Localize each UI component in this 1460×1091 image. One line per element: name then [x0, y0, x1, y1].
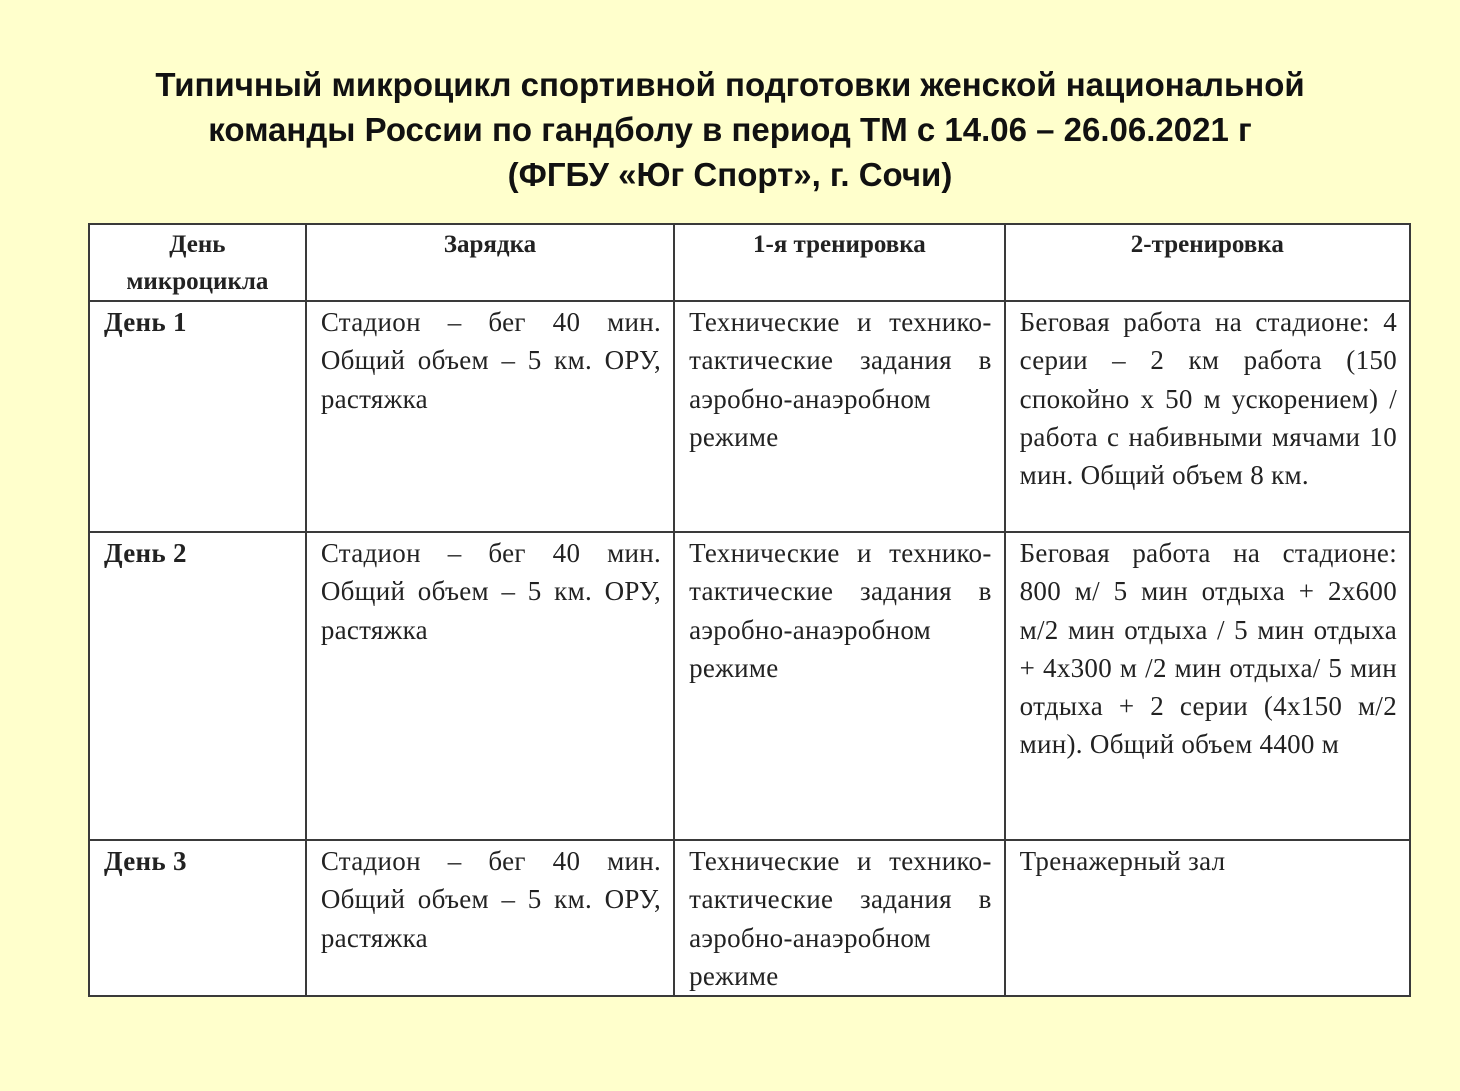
- training-2-cell: Беговая работа на стадионе: 800 м/ 5 мин отдыха + 2х600 м/2 мин отдыха / 5 мин отдыха + 4х300 м /2 мин отдыха/ 5 мин отдыха + 2 серии (4х150 м/2 мин). Общий объем 4400 м: [1005, 532, 1410, 840]
- training-2-cell: Тренажерный зал: [1005, 840, 1410, 996]
- header-day: День микроцикла: [89, 224, 306, 301]
- day-cell: День 3: [89, 840, 306, 996]
- title-line-2: команды России по гандболу в период ТМ с 14.06 – 26.06.2021 г: [208, 111, 1252, 148]
- morning-exercise-cell: Стадион – бег 40 мин. Общий объем – 5 км. ОРУ, растяжка: [306, 840, 674, 996]
- training-1-cell: Технические и технико-тактические задания в аэробно-анаэробном режиме: [674, 840, 1005, 996]
- training-1-cell: Технические и технико-тактические задания в аэробно-анаэробном режиме: [674, 532, 1005, 840]
- title-line-3: (ФГБУ «Юг Спорт», г. Сочи): [507, 156, 953, 193]
- training-2-cell: Беговая работа на стадионе: 4 серии – 2 км работа (150 спокойно х 50 м ускорением) / работа с набивными мячами 10 мин. Общий объем 8 км.: [1005, 301, 1410, 532]
- morning-exercise-cell: Стадион – бег 40 мин. Общий объем – 5 км. ОРУ, растяжка: [306, 301, 674, 532]
- table-row: [89, 532, 1410, 840]
- table-header-row: [89, 224, 1410, 301]
- title-line-1: Типичный микроцикл спортивной подготовки женской национальной: [155, 66, 1305, 103]
- day-cell: День 1: [89, 301, 306, 532]
- page-title: [40, 62, 1420, 197]
- day-cell: День 2: [89, 532, 306, 840]
- header-morning-exercise: Зарядка: [306, 224, 674, 301]
- header-training-1: 1-я тренировка: [674, 224, 1005, 301]
- header-training-2: 2-тренировка: [1005, 224, 1410, 301]
- table-row: [89, 301, 1410, 532]
- microcycle-table: [88, 223, 1411, 997]
- morning-exercise-cell: Стадион – бег 40 мин. Общий объем – 5 км. ОРУ, растяжка: [306, 532, 674, 840]
- training-1-cell: Технические и технико-тактические задания в аэробно-анаэробном режиме: [674, 301, 1005, 532]
- table-row: [89, 840, 1410, 996]
